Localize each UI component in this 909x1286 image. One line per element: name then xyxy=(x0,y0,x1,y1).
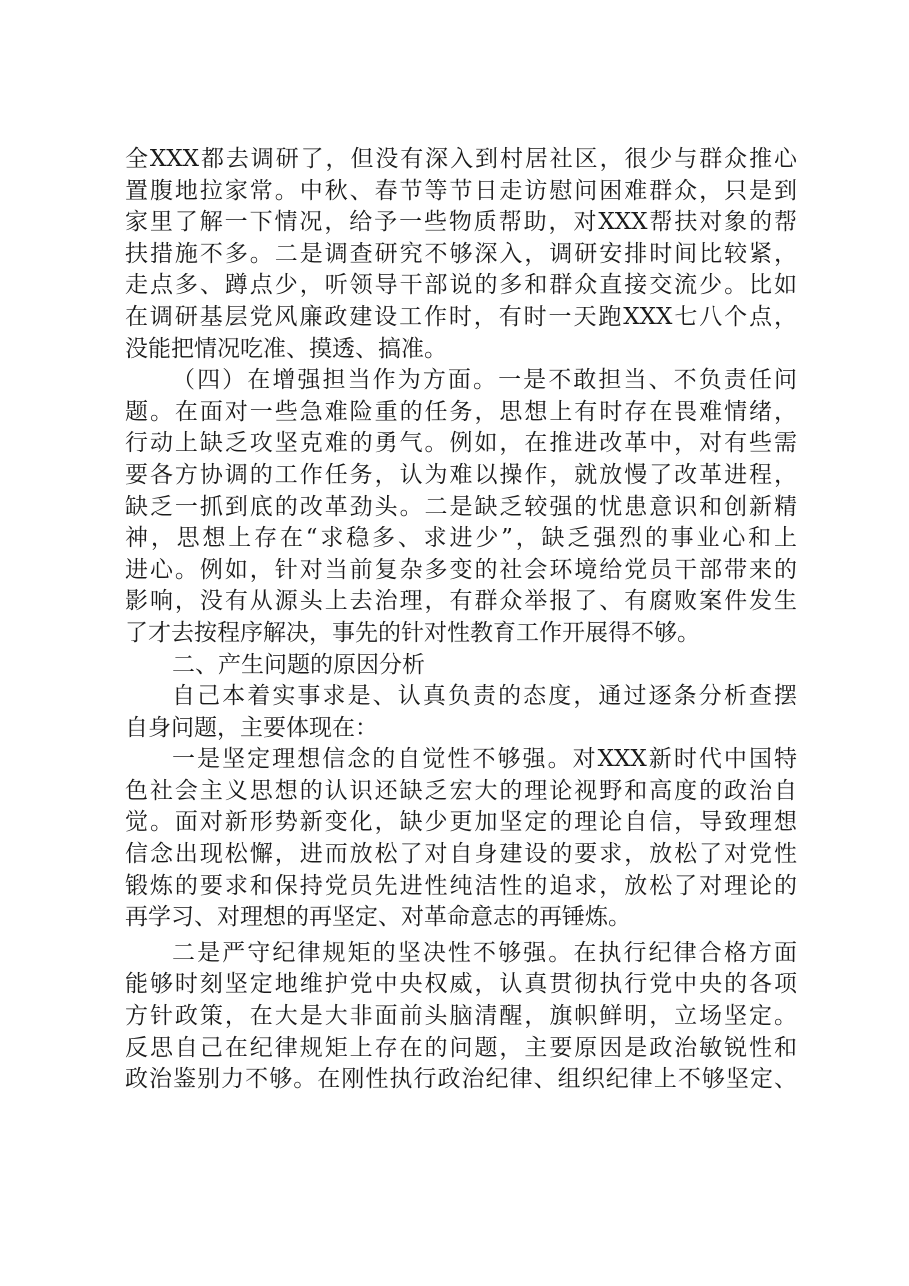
text-line: 方针政策，在大是大非面前头脑清醒，旗帜鲜明，立场坚定。 xyxy=(125,1003,797,1030)
section-heading: 二、产生问题的原因分析 xyxy=(172,651,425,678)
text-line: 锻炼的要求和保持党员先进性纯洁性的追求，放松了对理论的 xyxy=(125,872,797,899)
text-line: 能够时刻坚定地维护党中央权威，认真贯彻执行党中央的各项 xyxy=(125,971,797,998)
paragraph-heading-line: （四）在增强担当作为方面。一是不敢担当、不负责任问 xyxy=(172,367,797,394)
text-line: 没能把情况吃准、摸透、搞准。 xyxy=(125,335,447,362)
text-line: 二是严守纪律规矩的坚决性不够强。在执行纪律合格方面 xyxy=(172,939,797,966)
text-line: 行动上缺乏攻坚克难的勇气。例如，在推进改革中，对有些需 xyxy=(125,430,797,457)
text-line: 走点多、蹲点少，听领导干部说的多和群众直接交流少。比如 xyxy=(125,272,797,299)
text-line: 自己本着实事求是、认真负责的态度，通过逐条分析查摆 xyxy=(172,683,797,710)
document-body xyxy=(125,144,797,1096)
text-line: 神，思想上存在“求稳多、求进少”，缺乏强烈的事业心和上 xyxy=(125,525,797,552)
text-line: 家里了解一下情况，给予一些物质帮助，对XXX帮扶对象的帮 xyxy=(125,209,797,236)
text-line: 再学习、对理想的再坚定、对革命意志的再锤炼。 xyxy=(125,904,631,931)
text-line: 置腹地拉家常。中秋、春节等节日走访慰问困难群众，只是到 xyxy=(125,177,797,204)
text-line: 色社会主义思想的认识还缺乏宏大的理论视野和高度的政治自 xyxy=(125,777,797,804)
text-line: 反思自己在纪律规矩上存在的问题，主要原因是政治敏锐性和 xyxy=(125,1034,797,1061)
text-line: 觉。面对新形势新变化，缺少更加坚定的理论自信，导致理想 xyxy=(125,809,797,836)
text-line: 进心。例如，针对当前复杂多变的社会环境给党员干部带来的 xyxy=(125,556,797,583)
text-line: 扶措施不多。二是调查研究不够深入，调研安排时间比较紧， xyxy=(125,240,797,267)
text-line: 信念出现松懈，进而放松了对自身建设的要求，放松了对党性 xyxy=(125,841,797,868)
text-line: 政治鉴别力不够。在刚性执行政治纪律、组织纪律上不够坚定、 xyxy=(125,1066,797,1093)
text-line: 题。在面对一些急难险重的任务，思想上有时存在畏难情绪， xyxy=(125,398,797,425)
text-line: 在调研基层党风廉政建设工作时，有时一天跑XXX七八个点， xyxy=(125,303,797,330)
text-line: 一是坚定理想信念的自觉性不够强。对XXX新时代中国特 xyxy=(172,746,797,773)
text-line: 缺乏一抓到底的改革劲头。二是缺乏较强的忧患意识和创新精 xyxy=(125,493,797,520)
text-line: 了才去按程序解决，事先的针对性教育工作开展得不够。 xyxy=(125,619,700,646)
text-line: 要各方协调的工作任务，认为难以操作，就放慢了改革进程， xyxy=(125,461,797,488)
text-line: 自身问题，主要体现在： xyxy=(125,714,378,741)
text-line: 影响，没有从源头上去治理，有群众举报了、有腐败案件发生 xyxy=(125,588,797,615)
text-line: 全XXX都去调研了，但没有深入到村居社区，很少与群众推心 xyxy=(125,146,797,172)
